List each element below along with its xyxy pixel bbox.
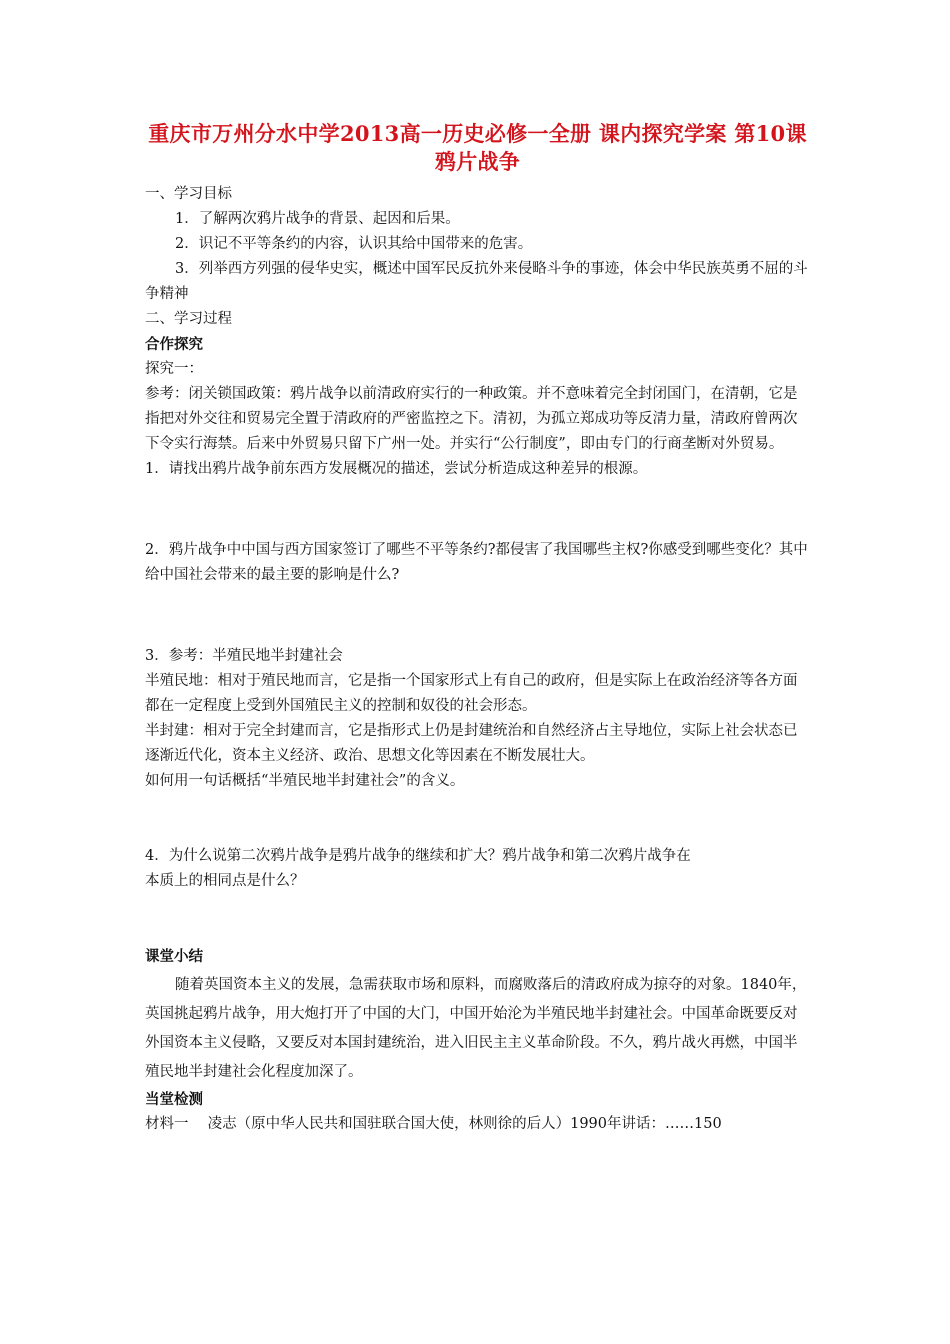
reference-paragraph: 参考：闭关锁国政策：鸦片战争以前清政府实行的一种政策。并不意味着完全封闭国门，在清朝，它是指把对外交往和贸易完全置于清政府的严密监控之下。清初，为孤立郑成功等反清力量，清政府曾两次下令实行海禁。后来中外贸易只留下广州一处。并实行“公行制度”，即由专门的行商垄断对外贸易。 (145, 386, 798, 452)
objective-item: 2．识记不平等条约的内容，认识其给中国带来的危害。 (175, 236, 533, 252)
objective-item: 1．了解两次鸦片战争的背景、起因和后果。 (175, 211, 460, 227)
answer-space (145, 588, 810, 644)
question-4-line-1: 4．为什么说第二次鸦片战争是鸦片战争的继续和扩大？鸦片战争和第二次鸦片战争在 (145, 848, 691, 864)
semi-feudal-definition: 半封建：相对于完全封建而言，它是指形式上仍是封建统治和自然经济占主导地位，实际上社会状态已逐渐近代化，资本主义经济、政治、思想文化等因素在不断发展壮大。 (145, 723, 798, 764)
question-1: 1．请找出鸦片战争前东西方发展概况的描述，尝试分析造成这种差异的根源。 (145, 461, 648, 477)
cooperative-inquiry-heading: 合作探究 (145, 336, 203, 353)
explore1-label: 探究一： (145, 361, 203, 377)
question-3-title: 3．参考：半殖民地半封建社会 (145, 648, 343, 664)
class-summary (145, 942, 810, 1087)
answer-space (145, 894, 810, 942)
question-4-line-2: 本质上的相同点是什么？ (145, 873, 305, 889)
section-heading-process: 二、学习过程 (145, 311, 232, 327)
summary-heading: 课堂小结 (145, 948, 203, 965)
test-heading: 当堂检测 (145, 1091, 203, 1108)
question-2: 2．鸦片战争中中国与西方国家签订了哪些不平等条约?都侵害了我国哪些主权?你感受到哪些变化？其中给中国社会带来的最主要的影响是什么? (145, 542, 808, 583)
document-title: 重庆市万州分水中学2013高一历史必修一全册 课内探究学案 第10课 鸦片战争 (148, 121, 807, 174)
semi-colonial-definition: 半殖民地：相对于殖民地而言，它是指一个国家形式上有自己的政府，但是实际上在政治经济等各方面都在一定程度上受到外国殖民主义的控制和奴役的社会形态。 (145, 673, 798, 714)
answer-space (145, 482, 810, 538)
objective-item: 3．列举西方列强的侵华史实，概述中国军民反抗外来侵略斗争的事迹，体会中华民族英勇不屈的斗争精神 (145, 261, 808, 302)
material-1: 材料一 凌志（原中华人民共和国驻联合国大使，林则徐的后人）1990年讲话：……150 (145, 1116, 722, 1132)
summary-text: 随着英国资本主义的发展，急需获取市场和原料，而腐败落后的清政府成为掠夺的对象。1840年，英国挑起鸦片战争，用大炮打开了中国的大门，中国开始沦为半殖民地半封建社会。中国革命既要反对外国资本主义侵略，又要反对本国封建统治，进入旧民主主义革命阶段。不久，鸦片战火再燃，中国半殖民地半封建社会化程度加深了。 (145, 977, 807, 1080)
document-page (145, 120, 810, 1137)
question-3: 如何用一句话概括“半殖民地半封建社会”的含义。 (145, 773, 465, 789)
answer-space (145, 794, 810, 844)
section-heading-objectives: 一、学习目标 (145, 186, 232, 202)
